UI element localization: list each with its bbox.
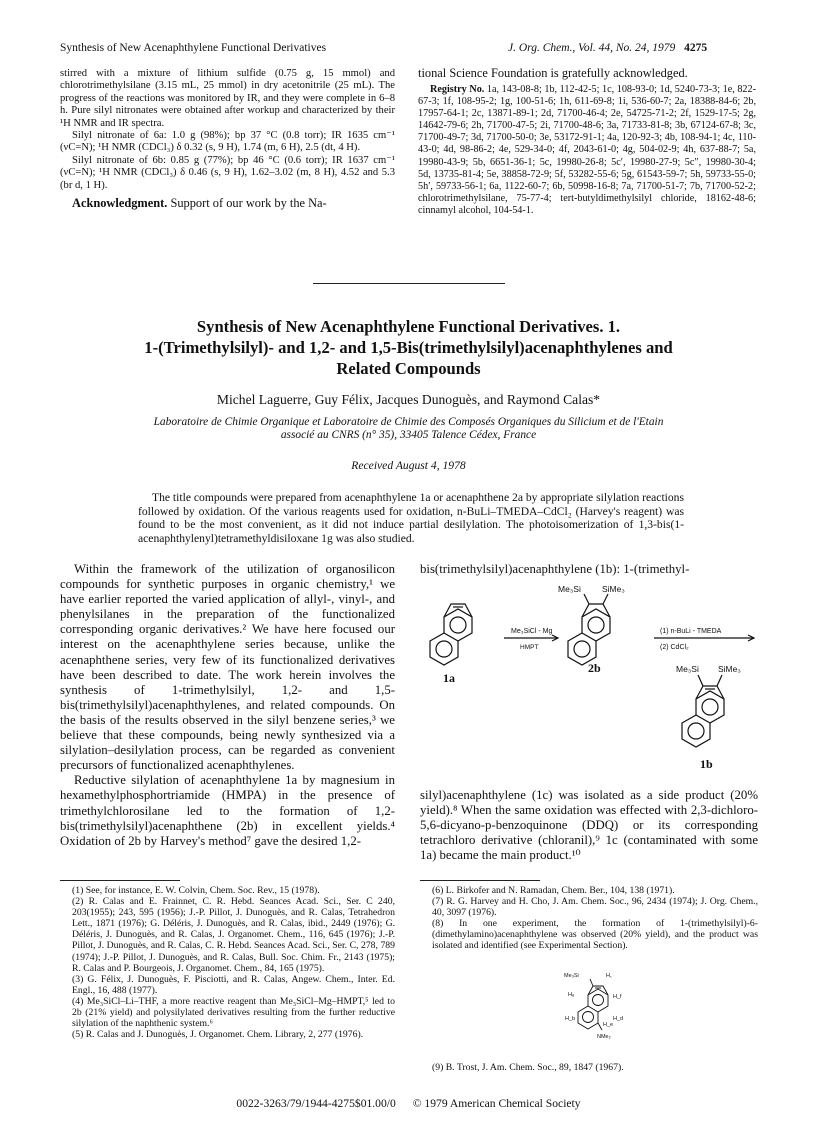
affiliation-line: Laboratoire de Chimie Organique et Laboratoire de Chimie des Composés Organiques du Silicium et de l'Etain	[153, 416, 664, 428]
body-paragraph: Within the framework of the utilization of organosilicon compounds for synthetic purposes in organic chemistry,¹ we have earlier reported the varied application of allyl-, vinyl-, and phenylsilanes in the preparation of the functionalized corresponding organic derivatives.² We have here focused our interest on the acenaphthylene series because, unlike the acenaphthene series, very few of its functionalized derivatives have been described to date. The work herein involves the synthesis of 1-trimethylsilyl, 1,2- and 1,5-bis(trimethylsilyl)acenaphthylenes, and related compounds. On the basis of the results observed in the silyl benzene series,³ we believe that these compounds, being newly synthesized via a silylation–desilylation process, can be regarded as convenient precursors of functionalized acenaphthylenes.	[60, 562, 395, 773]
footnote-rule-right	[420, 880, 540, 881]
substituent-label: NMe₂	[597, 1034, 611, 1040]
compound-label-2b: 2b	[588, 661, 601, 675]
footnote: (9) B. Trost, J. Am. Chem. Soc., 89, 1847 (1967).	[432, 1062, 624, 1073]
aromatic-ring	[436, 641, 452, 657]
affiliation-line: associé au CNRS (n° 35), 33405 Talence Cédex, France	[280, 429, 537, 442]
aromatic-ring	[450, 617, 466, 633]
reagent-label: (1) n-BuLi - TMEDA	[660, 628, 722, 635]
received-date: Received August 4, 1978	[351, 459, 466, 472]
proton-label: Hₐ	[568, 992, 575, 998]
aromatic-ring	[588, 617, 604, 633]
compound-label-1a: 1a	[443, 671, 455, 685]
body-paragraph: Reductive silylation of acenaphthylene 1a by magnesium in hexamethylphosphortriamide (HMPA) in the presence of trimethylchlorosilane led to the formation of 1,2-bis(trimethylsilyl)acenaphthene (2b) in excellent yields.⁴ Oxidation of 2b by Harvey's method⁷ gave the desired 1,2-	[60, 773, 395, 848]
experimental-paragraph: Silyl nitronate of 6a: 1.0 g (98%); bp 37 °C (0.8 torr); IR 1635 cm⁻¹ (νC=N); ¹H NMR (CDCl₃) δ 0.32 (s, 9 H), 1.74 (m, 6 H), 2.5 (dt, 4 H).	[60, 130, 395, 154]
proton-label: H_f	[613, 994, 622, 1000]
proton-label: H_b	[565, 1016, 576, 1022]
registry-heading: Registry No.	[430, 84, 485, 95]
reagent-label: Me₃SiCl - Mg	[511, 628, 553, 635]
body-right-top: bis(trimethylsilyl)acenaphthylene (1b): 1-(trimethyl-	[420, 562, 690, 576]
authors: Michel Laguerre, Guy Félix, Jacques Dunoguès, and Raymond Calas*	[216, 392, 601, 407]
compound-label-1b: 1b	[700, 757, 713, 771]
footnote-structure	[540, 968, 660, 1046]
structure-1b	[682, 675, 724, 747]
journal-name: J. Org. Chem., Vol. 44, No. 24, 1979	[508, 42, 676, 54]
substituent-label: Me₃Si	[676, 664, 699, 674]
structure-2b	[568, 594, 610, 665]
proton-label: H_d	[613, 1016, 624, 1022]
acknowledgment	[60, 196, 395, 211]
previous-right-column	[418, 66, 756, 217]
affiliation	[90, 416, 727, 443]
previous-experimental	[60, 68, 395, 211]
acknowledgment-continued: tional Science Foundation is gratefully acknowledged.	[418, 66, 688, 80]
footnote: (8) In one experiment, the formation of 1-(trimethylsilyl)-6-(dimethylamino)acenaphthylene was observed (20% yield), and the product was isolated and identified (see Experimental Section).	[432, 918, 758, 952]
article-title	[90, 316, 727, 379]
registry-numbers	[418, 84, 756, 217]
footnote: (2) R. Calas and E. Frainnet, C. R. Hebd. Seances Acad. Sci., Ser. C 240, 203(1955); 243, 595 (1956); J.-P. Pillot, J. Dunoguès, and R. Calas, Tetrahedron Lett., 1871 (1976); G. Déléris, J. Dunoguès, and R. Calas, ibid., 2449 (1976); G. Déléris, J. Dunoguès, and R. Calas, J. Organomet. Chem., 116, 645 (1976); J.-P. Pillot, J. Dunoguès, and R. Calas, C. R. Hebd. Seances Acad. Sci., Ser. C, 278, 789 (1974); J.-P. Pillot, J. Dunoguès, and R. Calas, Bull. Soc. Chim. Fr., 2143 (1975); R. Calas and P. Bourgeois, J. Organomet. Chem., 84, 165 (1975).	[72, 896, 395, 974]
substituent-label: Me₃Si	[558, 584, 581, 594]
proton-label: H꜀	[606, 973, 612, 979]
title-line: Related Compounds	[336, 359, 481, 378]
footnote: (6) L. Birkofer and N. Ramadan, Chem. Ber., 104, 138 (1971).	[432, 885, 675, 896]
experimental-paragraph: Silyl nitronate of 6b: 0.85 g (77%); bp 46 °C (0.6 torr); IR 1637 cm⁻¹ (νC=N); ¹H NMR (CDCl₃) δ 0.46 (s, 9 H), 1.62–3.02 (m, 8 H), 4.52 and 5.3 (br d, 1 H).	[60, 154, 395, 191]
copyright: © 1979 American Chemical Society	[412, 1097, 581, 1110]
running-title: Synthesis of New Acenaphthylene Functional Derivatives	[60, 42, 327, 54]
page-footer	[0, 1097, 817, 1110]
substituent-label: SiMe₃	[602, 584, 625, 594]
footnote: (7) R. G. Harvey and H. Cho, J. Am. Chem. Soc., 96, 2434 (1974); J. Org. Chem., 40, 3097 (1976).	[432, 896, 758, 919]
proton-label: H_e	[603, 1022, 614, 1028]
footnote: (3) G. Félix, J. Dunoguès, F. Pisciotti, and R. Calas, Angew. Chem., Inter. Ed. Engl., 16, 488 (1977).	[72, 973, 395, 996]
footnote-rule-left	[60, 880, 180, 881]
acknowledgment-heading: Acknowledgment.	[72, 196, 168, 211]
experimental-paragraph: stirred with a mixture of lithium sulfide (0.75 g, 15 mmol) and chlorotrimethylsilane (3.15 mL, 25 mmol) in dry acetonitrile (25 mL). The progress of the reactions was monitored by IR, and they were complete in 6–8 h. Pure silyl nitronates were obtained after workup and characterized by their ¹H NMR and IR spectra.	[60, 68, 395, 129]
page-number: 4275	[684, 42, 708, 54]
aromatic-ring	[688, 723, 704, 739]
registry-text: 1a, 143-08-8; 1b, 112-42-5; 1c, 108-93-0; 1d, 5240-73-3; 1e, 822-67-3; 1f, 108-95-2; 1g, 100-51-6; 1h, 611-69-8; 1i, 536-60-7; 2a, 18388-84-6; 2b, 17957-64-1; 2c, 13871-89-1; 2d, 71700-46-4; 2e, 54725-71-2; 2f, 1529-17-5; 2g, 14642-79-6; 2h, 71700-47-5; 2i, 71700-48-6; 3a, 71733-81-8; 3b, 67124-67-8; 3c, 71700-49-7; 3d, 71700-50-0; 3e, 53172-91-1; 4a, 120-92-3; 4b, 108-94-1; 4c, 110-43-0; 4d, 98-86-2; 4e, 529-34-0; 4f, 2043-61-0; 4g, 504-02-9; 4h, 637-88-7; 5a, 19980-43-9; 5b, 6651-36-1; 5c, 19980-26-8; 5c′, 19980-27-9; 5c″, 19980-30-4; 5d, 13735-81-4; 5e, 38858-72-9; 5f, 53282-55-6; 5g, 61543-59-7; 5h, 59733-55-0; 5h′, 59733-56-1; 6a, 1122-60-7; 6b, 50998-16-8; 7a, 71700-51-7; 7b, 71700-52-2; chlorotrimethylsilane, 75-77-4; tert-butyldimethylsilyl chloride, 18162-48-6; cinnamyl alcohol, 104-54-1.	[418, 84, 756, 216]
abstract: The title compounds were prepared from acenaphthylene 1a or acenaphthene 2a by appropriate silylation reactions followed by oxidation. Of the various reagents used for oxidation, n-BuLi–TMEDA–CdCl₂ (Harvey's reagent) was found to be the most convenient, as it did not induce partial desilylation. The photoisomerization of 1,3-bis(1-acenaphthylenyl)tetramethyldisiloxane 1g was also studied.	[138, 491, 684, 545]
reagent-label: HMPT	[520, 644, 539, 651]
acknowledgment-text: Support of our work by the Na-	[170, 196, 327, 211]
reagent-label: (2) CdCl₂	[660, 644, 689, 651]
article-code: 0022-3263/79/1944-4275$01.00/0	[236, 1097, 396, 1110]
footnote: (5) R. Calas and J. Dunoguès, J. Organomet. Chem. Library, 2, 277 (1976).	[72, 1029, 364, 1041]
article-separator	[313, 283, 505, 284]
reaction-scheme	[420, 582, 760, 774]
footnotes-right	[420, 885, 758, 952]
title-line: Synthesis of New Acenaphthylene Functional Derivatives. 1.	[196, 317, 621, 336]
aromatic-ring	[702, 699, 718, 715]
footnote: (1) See, for instance, E. W. Colvin, Chem. Soc. Rev., 15 (1978).	[72, 885, 320, 896]
structure-1a	[430, 604, 472, 665]
body-paragraph: silyl)acenaphthylene (1c) was isolated as a side product (20% yield).⁸ When the same oxidation was effected with 2,3-dichloro-5,6-dicyano-p-benzoquinone (DDQ) or its corresponding tetrachloro derivative (chloranil),⁹ 1c (contaminated with some 1a) became the main product.¹⁰	[420, 788, 758, 863]
journal-citation	[508, 42, 707, 54]
body-left-column	[60, 562, 395, 849]
footnotes-left	[60, 885, 395, 1040]
substituent-label: SiMe₃	[718, 664, 741, 674]
title-line: 1-(Trimethylsilyl)- and 1,2- and 1,5-Bis(trimethylsilyl)acenaphthylenes and	[144, 338, 673, 357]
footnote-9	[420, 1062, 758, 1073]
footnote: (4) Me₃SiCl–Li–THF, a more reactive reagent than Me₃SiCl–Mg–HMPT,⁵ led to 2b (21% yield) and polysilylated derivatives resulting from the further reductive silylation of the naphthenic system.⁶	[72, 995, 395, 1030]
substituent-label: Me₃Si	[564, 973, 579, 979]
body-right-column	[420, 788, 758, 863]
aromatic-ring	[574, 641, 590, 657]
